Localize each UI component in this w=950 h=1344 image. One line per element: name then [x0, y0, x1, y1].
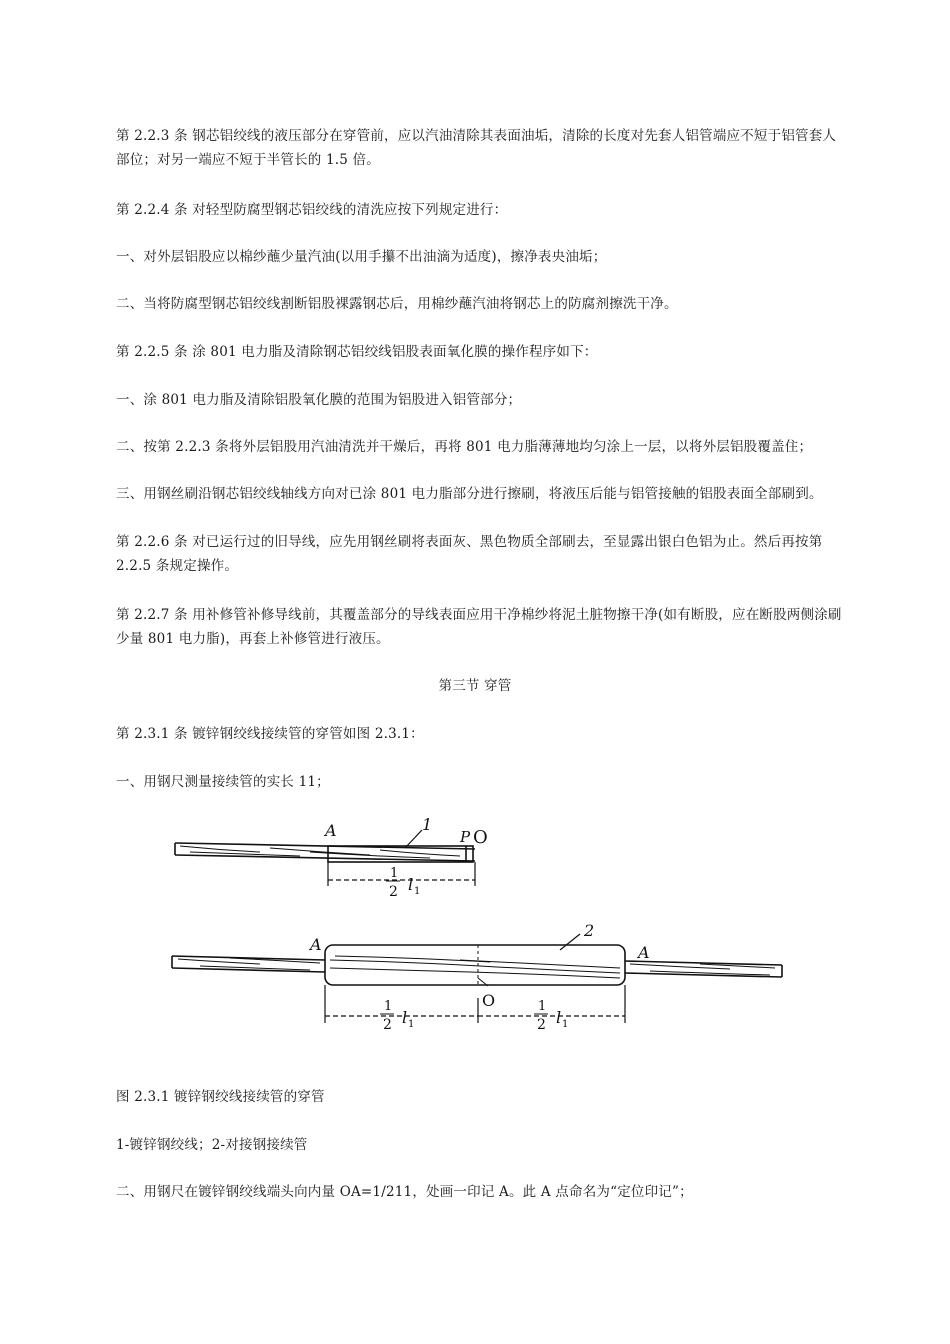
length-symbol-top: l — [408, 875, 414, 894]
dimension-bottom — [325, 985, 625, 1023]
strand-bottom-left — [172, 956, 325, 972]
dimension-top — [328, 862, 475, 886]
figure-2-3-1-diagram — [160, 808, 790, 1058]
frac-num-left: 1 — [384, 999, 393, 1014]
para-2-2-7: 第 2.2.7 条 用补修管补修导线前，其覆盖部分的导线表面应用干净棉纱将泥土脏物擦干净(如有断股，应在断股两侧涂刷少量 801 电力脂)，再套上补修管进行液压。 — [116, 607, 842, 647]
para-2-2-5-item-1: 一、涂 801 电力脂及清除铝股氧化膜的范围为铝股进入铝管部分； — [116, 392, 522, 408]
section-title: 第三节 穿管 — [438, 678, 512, 694]
label-A-top: A — [325, 821, 337, 840]
label-A-right: A — [638, 943, 650, 962]
length-symbol-right: l — [556, 1008, 562, 1027]
length-symbol-left: l — [402, 1008, 408, 1027]
para-2-3-1-item-2: 二、用钢尺在镀锌钢绞线端头向内量 OA=1/211，处画一印记 A。此 A 点命名为“定位印记”； — [116, 1184, 693, 1200]
frac-num-top: 1 — [390, 866, 399, 881]
label-O-top: O — [473, 827, 488, 848]
para-2-2-4-item-2: 二、当将防腐型钢芯铝绞线割断铝股裸露钢芯后，用棉纱蘸汽油将钢芯上的防腐剂擦洗干净。 — [116, 296, 678, 312]
length-sub-top: 1 — [414, 886, 421, 897]
para-2-3-1-item-1: 一、用钢尺测量接续管的实长 11； — [116, 774, 330, 790]
frac-den-top: 2 — [389, 884, 398, 900]
length-sub-right: 1 — [562, 1019, 569, 1030]
para-2-2-5-item-3: 三、用钢丝刷沿钢芯铝绞线轴线方向对已涂 801 电力脂部分进行擦刷，将液压后能与铝管接触的铝股表面全部刷到。 — [116, 486, 823, 502]
sleeve-bottom — [325, 945, 625, 985]
para-2-3-1: 第 2.3.1 条 镀锌钢绞线接续管的穿管如图 2.3.1： — [116, 726, 424, 742]
para-2-2-4: 第 2.2.4 条 对轻型防腐型钢芯铝绞线的清洗应按下列规定进行： — [116, 202, 508, 218]
label-2: 2 — [584, 921, 595, 940]
figure-legend: 1-镀锌钢绞线；2-对接钢接续管 — [116, 1137, 308, 1153]
para-2-2-4-item-1: 一、对外层铝股应以棉纱蘸少量汽油(以用手攥不出油滴为适度)，擦净表央油垢； — [116, 249, 607, 265]
para-2-2-3: 第 2.2.3 条 钢芯铝绞线的液压部分在穿管前，应以汽油清除其表面油垢，清除的长度对先套人铝管端应不短于铝管套人部位；对另一端应不短于半管长的 1.5 倍。 — [116, 128, 837, 168]
length-sub-left: 1 — [408, 1019, 415, 1030]
figure-caption: 图 2.3.1 镀锌钢绞线接续管的穿管 — [116, 1089, 325, 1105]
label-A-left: A — [310, 935, 322, 954]
label-1: 1 — [422, 815, 433, 834]
para-2-2-6: 第 2.2.6 条 对已运行过的旧导线，应先用钢丝刷将表面灰、黑色物质全部刷去，至显露出银白色铝为止。然后再按第 2.2.5 条规定操作。 — [116, 534, 823, 574]
frac-den-right: 2 — [537, 1017, 546, 1033]
strand-bottom-right — [625, 961, 782, 977]
frac-den-left: 2 — [383, 1017, 392, 1033]
label-P: P — [460, 828, 471, 846]
frac-num-right: 1 — [538, 999, 547, 1014]
para-2-2-5-item-2: 二、按第 2.2.3 条将外层铝股用汽油清洗并干燥后，再将 801 电力脂薄薄地均匀涂上一层，以将外层铝股覆盖住； — [116, 439, 813, 455]
label-O-center: O — [482, 991, 496, 1010]
para-2-2-5: 第 2.2.5 条 涂 801 电力脂及清除钢芯铝绞线铝股表面氧化膜的操作程序如下： — [116, 344, 598, 360]
